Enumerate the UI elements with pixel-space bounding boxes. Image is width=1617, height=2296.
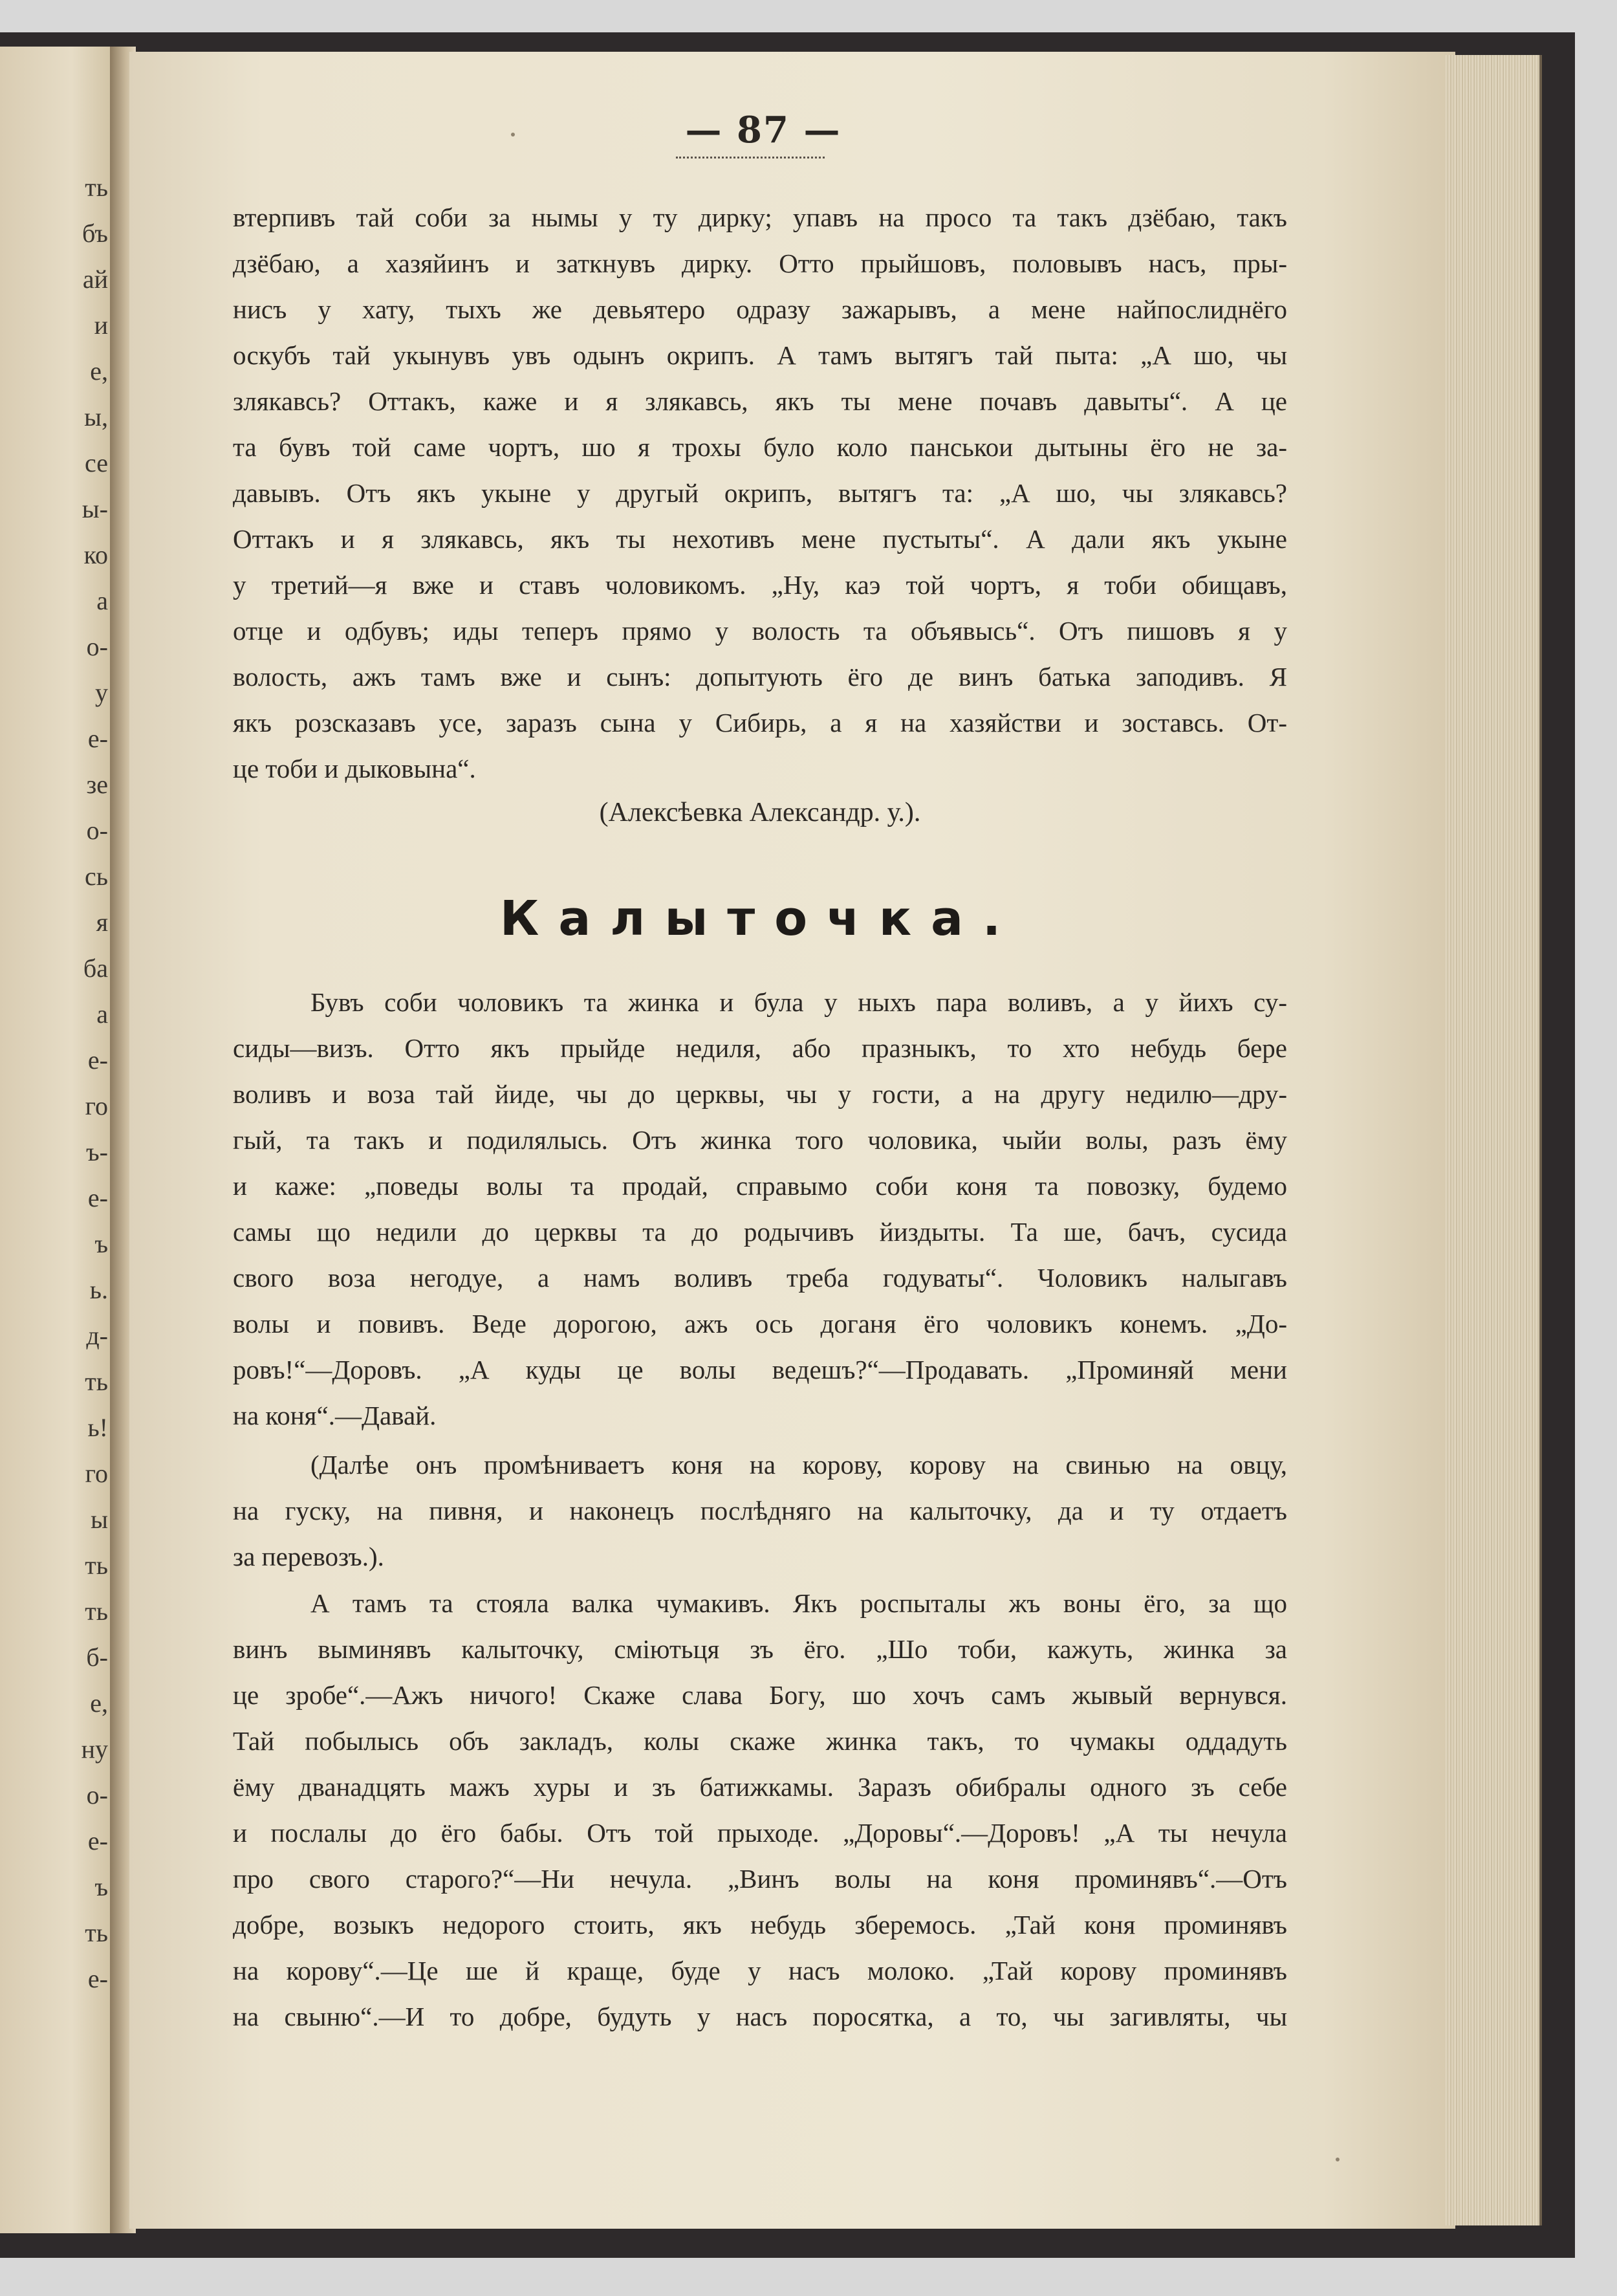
text-line: А тамъ та стояла валка чумакивъ. Якъ роспыталы жъ воны ёго, за що (310, 1588, 1287, 1618)
previous-page-text-fragment: ть (85, 1918, 108, 1947)
text-line: за перевозъ.). (233, 1542, 384, 1571)
previous-page-text-fragment: ъ- (85, 1137, 108, 1166)
previous-page-text-fragment: сь (85, 862, 108, 891)
text-line: дзёбаю, а хазяйинъ и заткнувъ дирку. Отто прыйшовъ, половывъ насъ, пры- (233, 248, 1287, 278)
story-paragraph-3 (233, 1580, 1287, 2040)
previous-page-text-fragment: о- (86, 816, 108, 845)
previous-page-text-fragment: ть (85, 1367, 108, 1396)
text-line: злякавсь? Оттакъ, каже и я злякавсь, якъ ты мене почавъ давыты“. А це (233, 386, 1287, 416)
previous-page-text-fragment: у (95, 678, 108, 707)
previous-page-text-fragment: го (85, 1091, 108, 1121)
previous-page-text-fragment: е, (90, 356, 108, 386)
previous-page-text-fragment: ы (91, 1505, 108, 1534)
previous-page-text-fragment: ай (82, 265, 108, 294)
previous-page-text-fragment: ба (83, 954, 108, 983)
previous-page-text-fragment: ъ (94, 1872, 108, 1901)
previous-page-text-fragment: се (85, 448, 108, 477)
text-line: нисъ у хату, тыхъ же девьятеро одразу зажарывъ, а мене найпослиднёго (233, 294, 1287, 324)
text-line: та бувъ той саме чортъ, шо я трохы було коло панськои дытыны ёго не за- (233, 432, 1287, 462)
paper-speck (1336, 2158, 1340, 2161)
story-paragraph-2 (233, 1442, 1287, 1580)
previous-page-text-fragment: ть (85, 1551, 108, 1580)
previous-page-text-fragment: бъ (81, 219, 108, 248)
page-number-ornament (676, 157, 825, 161)
text-line: и послалы до ёго бабы. Отъ той прыходе. „Доровы“.—Доровъ! „А ты нечула (233, 1818, 1287, 1848)
previous-page-text-fragment: е- (87, 1826, 108, 1855)
text-line: ровъ!“—Доровъ. „А куды це волы ведешъ?“—Продавать. „Проминяй мени (233, 1355, 1287, 1384)
previous-page-text-fragment: а (96, 1000, 108, 1029)
text-line: добре, возыкъ недорого стоить, якъ небудь зберемось. „Тай коня проминявъ (233, 1910, 1287, 1940)
text-line: ёму дванадцять мажъ хуры и зъ батижкамы. Заразъ обибралы одного зъ себе (233, 1772, 1287, 1802)
page-number: — 87 — (685, 109, 841, 151)
previous-page-text-fragment: го (85, 1459, 108, 1488)
previous-page-text-fragment: е- (87, 724, 108, 753)
previous-page-text-fragment: о- (86, 632, 108, 661)
text-line: волы и повивъ. Веде дорогою, ажъ ось доганя ёго чоловикъ конемъ. „До- (233, 1309, 1287, 1339)
previous-page-text-fragment: и (94, 311, 108, 340)
text-line: и каже: „поведы волы та продай, справымо соби коня та повозку, будемо (233, 1171, 1287, 1201)
text-line: у третий—я вже и ставъ чоловикомъ. „Ну, каэ той чортъ, я тоби обищавъ, (233, 570, 1287, 600)
story-title: Калыточка. (499, 891, 1021, 946)
text-line: сиды—визъ. Отто якъ прыйде недиля, або празныкъ, то хто небудь бере (233, 1033, 1287, 1063)
previous-page-text-fragment: е- (87, 1964, 108, 1993)
previous-page-text-fragment: д- (86, 1321, 108, 1350)
previous-page-text-fragment: ть (85, 173, 108, 202)
page-edges-stack (1446, 55, 1542, 2225)
previous-page-text-fragment: я (96, 908, 108, 937)
text-line: це тоби и дыковына“. (233, 754, 476, 783)
text-line: давывъ. Отъ якъ укыне у другый окрипъ, вытягъ та: „А шо, чы злякавсь? (233, 478, 1287, 508)
text-line: якъ розсказавъ усе, заразъ сына у Сибирь, а я на хазяйстви и зоставсь. От- (233, 708, 1287, 738)
previous-page-text-fragment: ь! (87, 1413, 108, 1442)
text-line: свого воза негодуе, а намъ воливъ треба годуваты“. Чоловикъ налыгавъ (233, 1263, 1287, 1293)
previous-page-text-fragment: а (96, 586, 108, 615)
previous-page-edge (0, 47, 120, 2233)
previous-page-text-fragment: ко (83, 540, 108, 569)
text-line: волость, ажъ тамъ вже и сынъ: допытують ёго де винъ батька заподивъ. Я (233, 662, 1287, 692)
text-line: на свыню“.—И то добре, будуть у насъ поросятка, а то, чы загивляты, чы (233, 2002, 1287, 2031)
text-line: на гуску, на пивня, и наконецъ послѣдняго на калыточку, да и ту отдаетъ (233, 1496, 1287, 1525)
text-line: гый, та такъ и подилялысь. Отъ жинка того чоловика, чыйи волы, разъ ёму (233, 1125, 1287, 1155)
previous-page-text-fragment: б- (86, 1643, 108, 1672)
attribution: (Алексѣевка Александр. у.). (599, 798, 921, 827)
previous-page-text-fragment: ь. (89, 1275, 108, 1304)
text-line: (Далѣе онъ промѣниваетъ коня на корову, корову на свинью на овцу, (310, 1450, 1287, 1480)
previous-page-text-fragment: ы, (84, 402, 108, 432)
previous-page-text-fragment: зе (86, 770, 108, 799)
previous-page-text-fragment: е- (87, 1045, 108, 1075)
text-line: на корову“.—Це ше й краще, буде у насъ молоко. „Тай корову проминявъ (233, 1956, 1287, 1985)
paragraph-continuation (233, 195, 1287, 792)
previous-page-text-fragment: е- (87, 1183, 108, 1212)
text-line: на коня“.—Давай. (233, 1401, 437, 1430)
text-line: оскубъ тай укынувъ увъ одынъ окрипъ. А тамъ вытягъ тай пыта: „А шо, чы (233, 340, 1287, 370)
paper-speck (511, 133, 515, 137)
text-line: Тай побылысь объ закладъ, колы скаже жинка такъ, то чумакы оддадуть (233, 1726, 1287, 1756)
previous-page-text-fragment: е, (90, 1689, 108, 1718)
text-line: воливъ и воза тай йиде, чы до церквы, чы у гости, а на другу недилю—дру- (233, 1079, 1287, 1109)
previous-page-text-fragment: ы- (81, 494, 108, 523)
text-line: про свого старого?“—Ни нечула. „Винъ волы на коня проминявъ“.—Отъ (233, 1864, 1287, 1894)
text-line: це зробе“.—Ажъ ничого! Скаже слава Богу, шо хочъ самъ жывый вернувся. (233, 1680, 1287, 1710)
previous-page-text-fragment: ну (81, 1734, 108, 1764)
previous-page-text-fragment: ъ (94, 1229, 108, 1258)
previous-page-text-fragment: ть (85, 1597, 108, 1626)
previous-page-text-fragment: о- (86, 1780, 108, 1809)
text-line: самы що недили до церквы та до родычивъ йиздыты. Та ше, бачъ, сусида (233, 1217, 1287, 1247)
text-line: винъ выминявъ калыточку, сміютьця зъ ёго. „Шо тоби, кажуть, жинка за (233, 1634, 1287, 1664)
text-line: втерпивъ тай соби за нымы у ту дирку; упавъ на просо та такъ дзёбаю, такъ (233, 202, 1287, 232)
text-line: отце и одбувъ; иды теперъ прямо у волость та объявысь“. Отъ пишовъ я у (233, 616, 1287, 646)
story-paragraph-1 (233, 979, 1287, 1439)
text-line: Бувъ соби чоловикъ та жинка и була у ныхъ пара воливъ, а у йихъ су- (310, 987, 1287, 1017)
text-line: Оттакъ и я злякавсь, якъ ты нехотивъ мене пустыты“. А дали якъ укыне (233, 524, 1287, 554)
